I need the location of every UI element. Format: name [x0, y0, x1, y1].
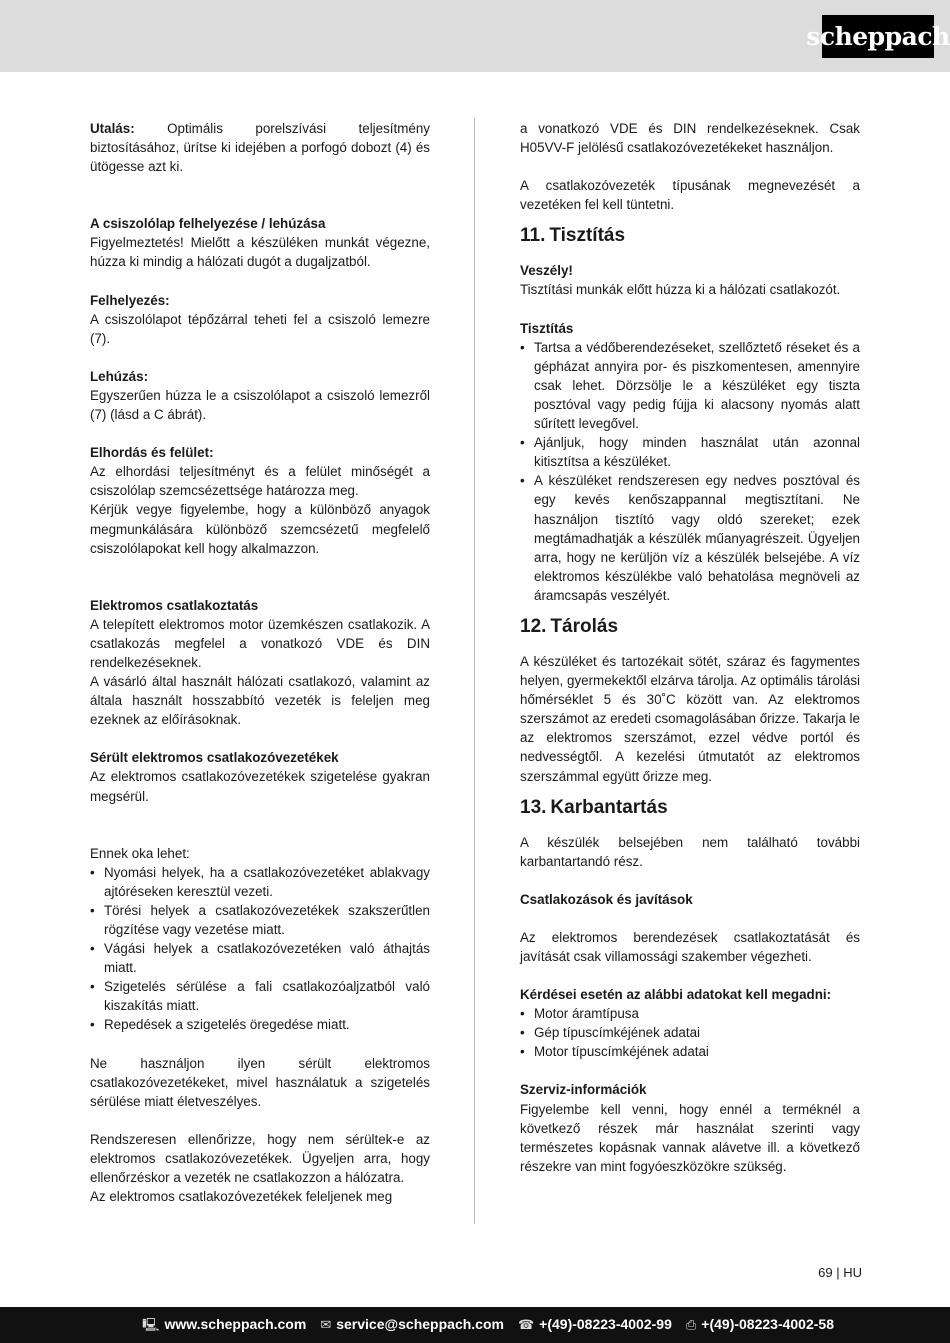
- paragraph: A csiszolólapot tépőzárral teheti fel a csiszoló lemezre (7).: [90, 311, 430, 346]
- page-number: 69 | HU: [818, 1265, 862, 1280]
- computer-icon: 🖳: [142, 1317, 160, 1333]
- header-bar: [0, 0, 950, 72]
- paragraph: Kérjük vegye figyelembe, hogy a különböző anyagok megmunkálására különböző szemcsézetű megfelelő csiszolólapokat kell hogy alkalmazzon.: [90, 502, 430, 556]
- list-item: • Motor áramtípusa: [520, 1004, 860, 1023]
- footer-bar: [0, 1307, 950, 1343]
- scheppach-logo: scheppach: [822, 15, 934, 58]
- section-heading-service-info: Szerviz-információk: [520, 1082, 647, 1098]
- paragraph: Az elhordási teljesítményt és a felület minőségét a csiszolólap szemcsézettsége határozza meg.: [90, 464, 430, 499]
- paragraph: A vásárló által használt hálózati csatlakozó, valamint az általa használt hosszabbító vezeték is feleljen meg ezeknek az előírásoknak.: [90, 674, 430, 728]
- cleaning-list: [520, 338, 860, 605]
- list-item: • Motor típuscímkéjének adatai: [520, 1042, 860, 1061]
- paragraph: A készüléket és tartozékait sötét, száraz és fagymentes helyen, gyermekektől elzárva tárolja. Az optimális tárolási hőmérséklet 5 és 30˚C között van. Az elektromos szerszámot az eredeti csomagolásában őrizze. Takarja le az elektromos szerszámot, ezzel védve portól és nedvességtől. A kezelési útmutatót az elektromos szerszámmal együtt őrizze meg.: [520, 653, 860, 784]
- section-heading-damaged-cables: Sérült elektromos csatlakozóvezetékek: [90, 750, 339, 766]
- list-item: • Tartsa a védőberendezéseket, szellőztető réseket és a gépházat annyira por- és piszkomentesen, amennyire csak lehet. Dörzsölje le a készüléket egy tiszta posztóval vagy pedig fújja ki alacsony nyomás alatt sűrített levegővel.: [520, 338, 860, 433]
- paragraph: Ne használjon ilyen sérült elektromos csatlakozóvezetékeket, mivel használatuk a szigetelés sérülése miatt életveszélyes.: [90, 1055, 430, 1109]
- fax-icon: ⎙: [685, 1317, 697, 1333]
- paragraph: A csatlakozóvezeték típusának megnevezését a vezetéken fel kell tüntetni.: [520, 178, 860, 213]
- list-item: • Nyomási helyek, ha a csatlakozóvezetéket ablakvagy ajtóréseken keresztül vezeti.: [90, 863, 430, 901]
- dust-note: Utalás: Optimális porelszívási teljesítmény biztosításához, ürítse ki idejében a porfogó dobozt (4) és ütögesse azt ki.: [90, 121, 430, 175]
- list-item: • Törési helyek a csatlakozóvezetékek szakszerűtlen rögzítése vagy vezetése miatt.: [90, 901, 430, 939]
- section-heading-cleaning: Tisztítás: [520, 320, 574, 336]
- paragraph: Figyelmeztetés! Mielőtt a készüléken munkát végezne, húzza ki mindig a hálózati dugót a dugaljzatból.: [90, 235, 430, 270]
- chapter-heading-maintenance: 13. Karbantartás: [520, 796, 668, 818]
- phone-icon: ☎: [517, 1317, 535, 1333]
- right-column: [520, 119, 860, 1176]
- column-divider: [474, 118, 475, 1224]
- chapter-heading-cleaning: 11. Tisztítás: [520, 225, 626, 247]
- paragraph: Rendszeresen ellenőrizze, hogy nem sérültek-e az elektromos csatlakozóvezetékek. Ügyeljen arra, hogy ellenőrzéskor a vezeték ne csatlakozzon a hálózatra.: [90, 1131, 430, 1186]
- section-heading-electrical-connection: Elektromos csatlakoztatás: [90, 597, 259, 613]
- chapter-heading-storage: 12. Tárolás: [520, 615, 619, 637]
- left-column: [90, 119, 430, 1206]
- list-item: • Vágási helyek a csatlakozóvezetéken való áthajtás miatt.: [90, 939, 430, 977]
- list-item: • Repedések a szigetelés öregedése miatt.: [90, 1015, 430, 1034]
- paragraph: Egyszerűen húzza le a csiszolólapot a csiszoló lemezről (7) (lásd a C ábrát).: [90, 387, 430, 423]
- paragraph: Az elektromos csatlakozóvezetékek szigetelése gyakran megsérül.: [90, 769, 430, 804]
- paragraph: Ennek oka lehet:: [90, 845, 190, 861]
- section-heading-questions: Kérdései esetén az alábbi adatokat kell megadni:: [520, 987, 832, 1003]
- section-heading-connections: Csatlakozások és javítások: [520, 891, 693, 907]
- paragraph: Az elektromos csatlakozóvezetékek feleljenek meg: [90, 1189, 393, 1205]
- list-item: • A készüléket rendszeresen egy nedves posztóval és egy kevés kenőszappannal megtisztítani. Ne használjon tisztító vagy oldó szereket; ezek megtámadhatják a készülék műanyagrészeit. Ügyeljen arra, hogy ne kerüljön víz a készülék belsejébe. A víz elektromos készülékbe való behatolása megnöveli az áramcsapás veszélyét.: [520, 471, 860, 605]
- footer-email[interactable]: ✉ service@scheppach.com: [320, 1315, 504, 1334]
- section-heading-sanding-sheet: A csiszolólap felhelyezése / lehúzása: [90, 216, 326, 232]
- paragraph: A készülék belsejében nem található további karbantartandó rész.: [520, 834, 860, 869]
- list-item: • Ajánljuk, hogy minden használat után azonnal kitisztítsa a készüléket.: [520, 433, 860, 471]
- footer-fax: ⎙ +(49)-08223-4002-58: [686, 1315, 834, 1334]
- list-item: • Gép típuscímkéjének adatai: [520, 1023, 860, 1042]
- cause-list: [90, 863, 430, 1035]
- paragraph: Figyelembe kell venni, hogy ennél a terméknél a következő részek már használat szerinti vagy természetes kopásnak vannak alávetve ill. a következő részekre van mint fogyóeszközökre szükség.: [520, 1101, 860, 1174]
- question-list: [520, 1004, 860, 1061]
- paragraph: Tisztítási munkák előtt húzza ki a hálózati csatlakozót.: [520, 282, 841, 298]
- section-heading-fitting: Felhelyezés:: [90, 292, 170, 308]
- mail-icon: ✉: [320, 1317, 332, 1333]
- section-heading-removal: Lehúzás:: [90, 368, 149, 384]
- section-heading-removal-rate: Elhordás és felület:: [90, 445, 214, 461]
- warning-heading: Veszély!: [520, 263, 573, 279]
- paragraph: Az elektromos berendezések csatlakoztatását és javítását csak villamossági szakember végezheti.: [520, 929, 860, 964]
- paragraph: A telepített elektromos motor üzemkészen csatlakozik. A csatlakozás megfelel a vonatkozó VDE és DIN rendelkezéseknek.: [90, 616, 430, 670]
- list-item: • Szigetelés sérülése a fali csatlakozóaljzatból való kiszakítás miatt.: [90, 977, 430, 1015]
- footer-website[interactable]: 🖳 www.scheppach.com: [142, 1315, 306, 1334]
- paragraph: a vonatkozó VDE és DIN rendelkezéseknek. Csak H05VV-F jelölésű csatlakozóvezetékeket használjon.: [520, 121, 860, 156]
- footer-phone: ☎ +(49)-08223-4002-99: [518, 1315, 672, 1334]
